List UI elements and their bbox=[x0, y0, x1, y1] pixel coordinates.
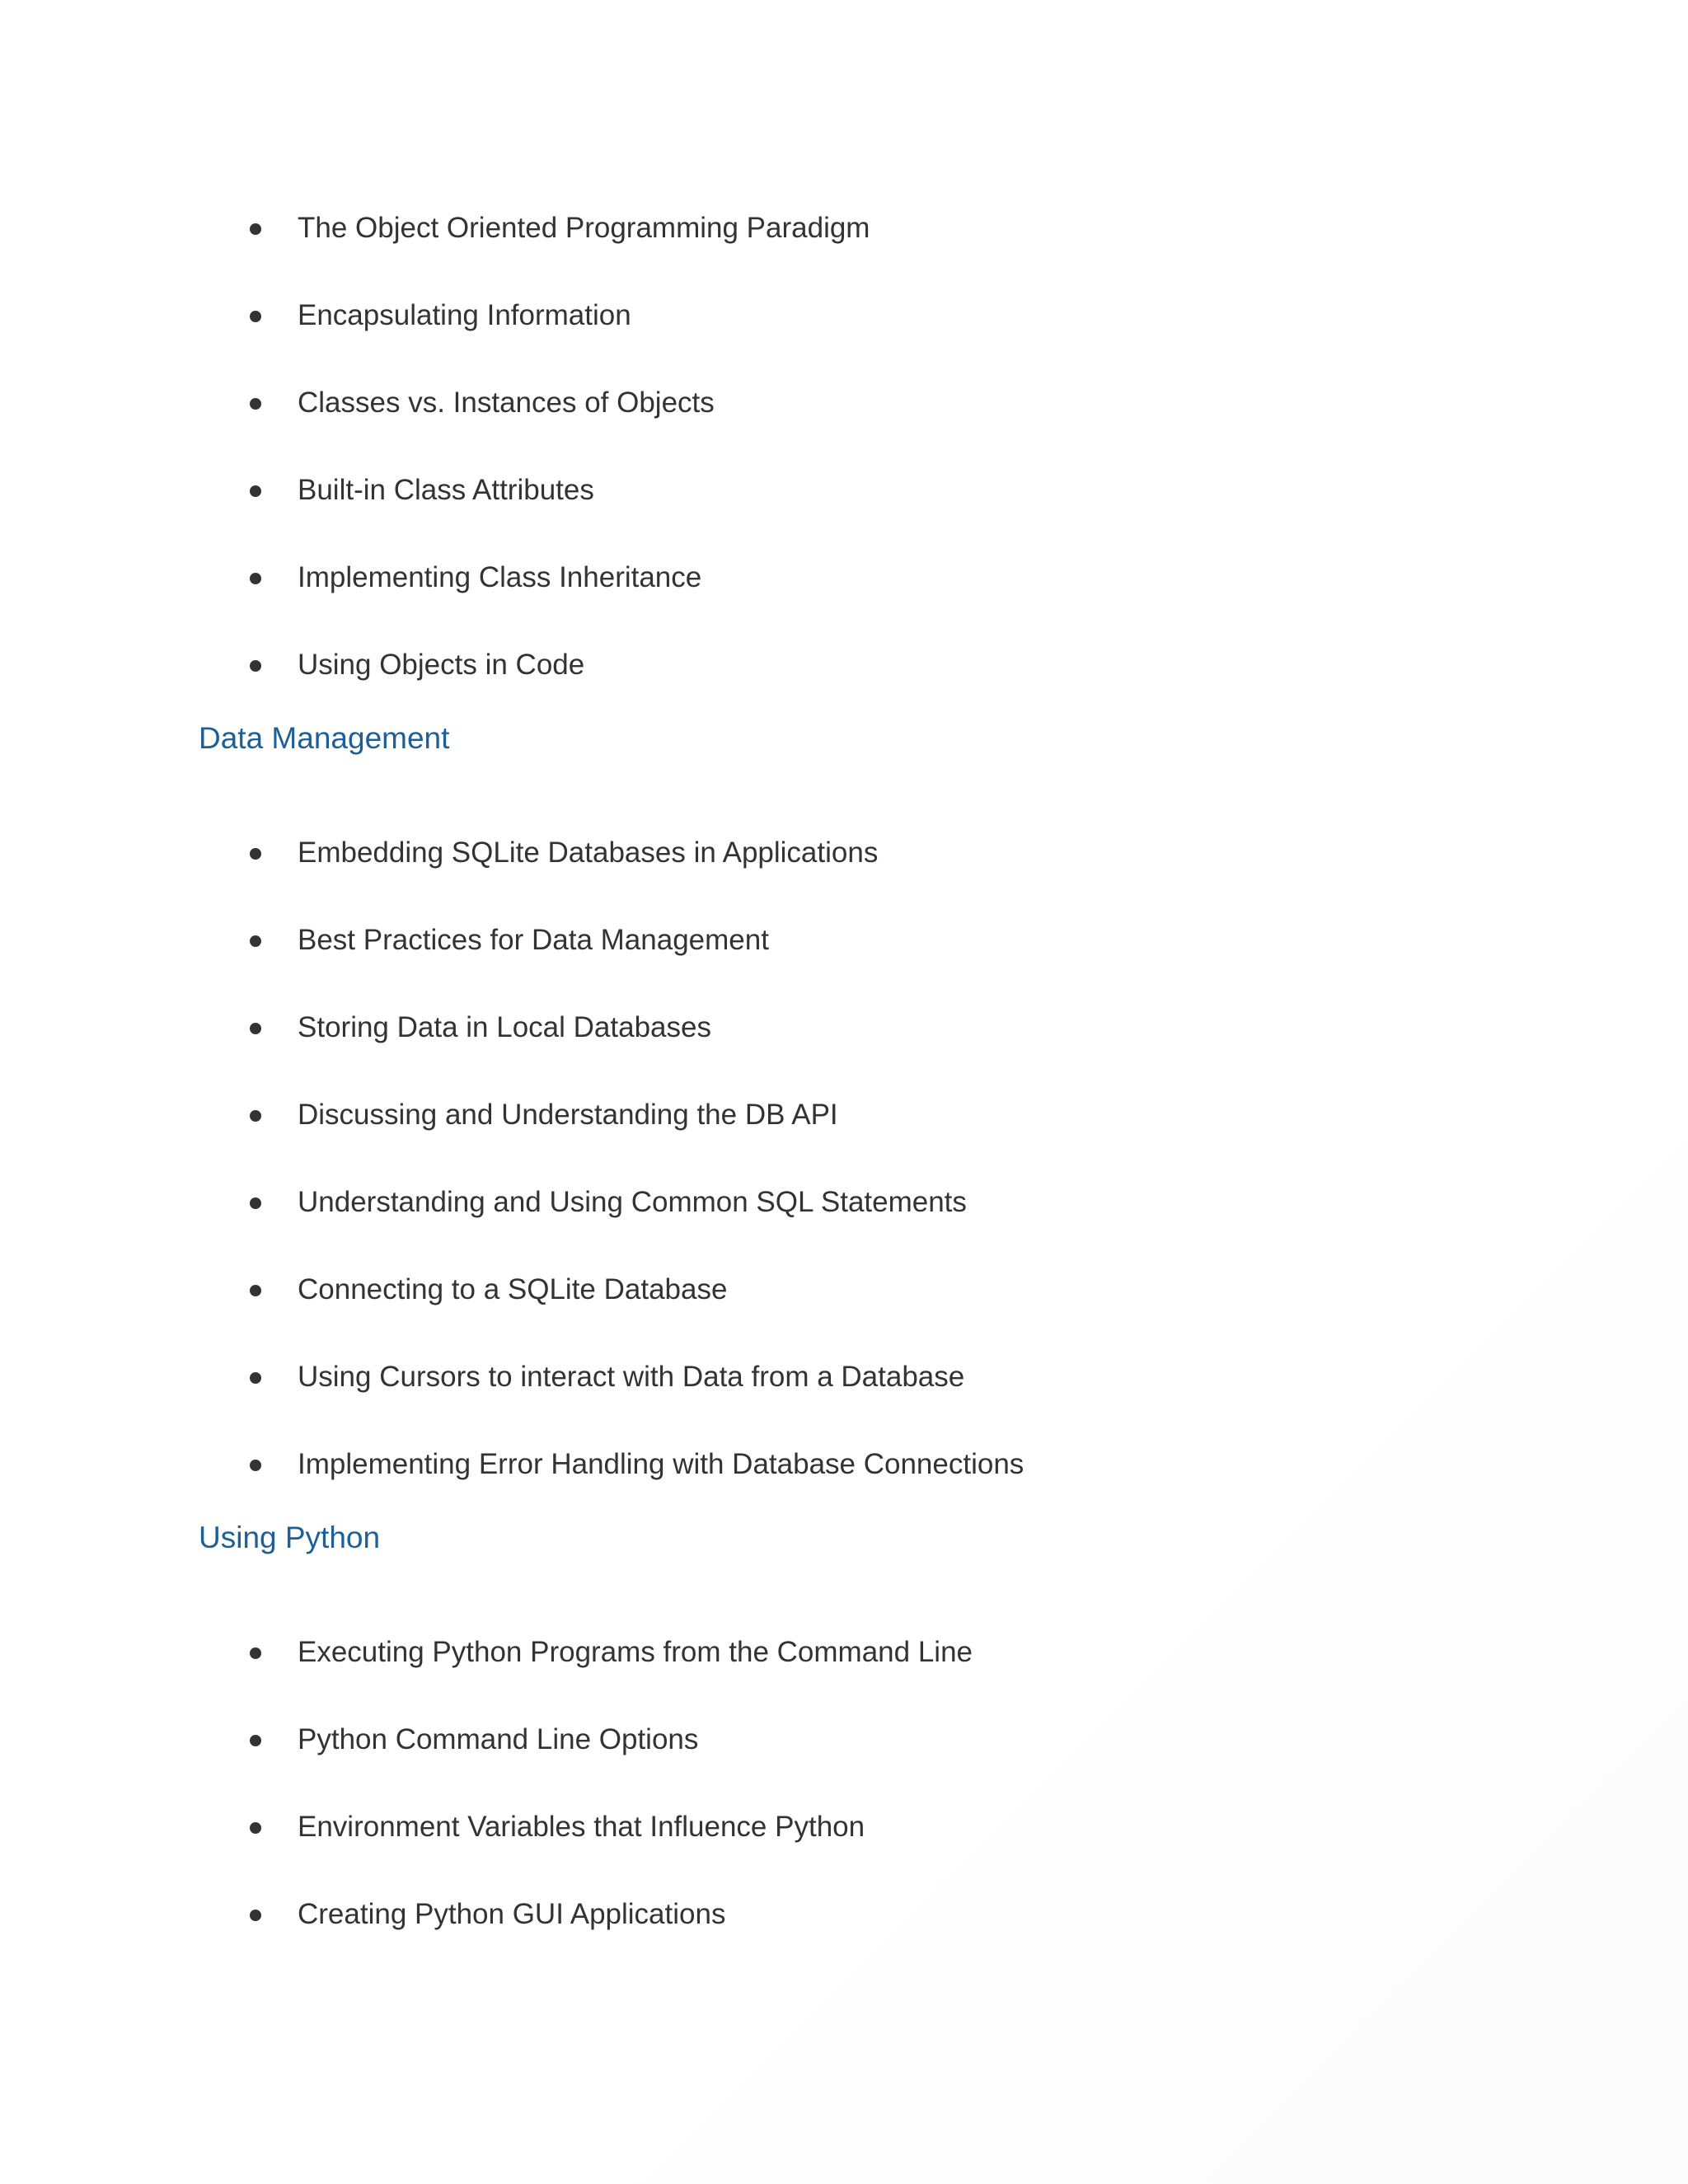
list-item-label: Classes vs. Instances of Objects bbox=[298, 387, 715, 419]
list-item-label: Understanding and Using Common SQL Statements bbox=[298, 1186, 967, 1218]
list-item-label: The Object Oriented Programming Paradigm bbox=[298, 212, 870, 244]
bullet-icon bbox=[250, 1460, 261, 1471]
list-item-label: Environment Variables that Influence Python bbox=[298, 1811, 865, 1843]
bullet-icon bbox=[250, 1023, 261, 1034]
list-item-label: Connecting to a SQLite Database bbox=[298, 1273, 728, 1305]
bullet-icon bbox=[250, 1110, 261, 1122]
bullet-icon bbox=[250, 485, 261, 497]
list-item bbox=[0, 385, 1688, 472]
list-item bbox=[0, 1634, 1688, 1722]
list-item-label: Using Cursors to interact with Data from a Database bbox=[298, 1361, 965, 1393]
list-item bbox=[0, 835, 1688, 922]
list-item bbox=[0, 1097, 1688, 1184]
bullet-icon bbox=[250, 1197, 261, 1209]
topic-list-using-python bbox=[0, 1634, 1688, 1984]
list-item-label: Creating Python GUI Applications bbox=[298, 1898, 726, 1930]
list-item bbox=[0, 298, 1688, 385]
list-item bbox=[0, 1722, 1688, 1809]
list-item-label: Implementing Class Inheritance bbox=[298, 561, 702, 593]
list-item-label: Discussing and Understanding the DB API bbox=[298, 1099, 838, 1131]
list-item-label: Executing Python Programs from the Command Line bbox=[298, 1636, 973, 1668]
section-using-python bbox=[0, 1522, 1688, 1984]
bullet-icon bbox=[250, 573, 261, 584]
list-item-label: Storing Data in Local Databases bbox=[298, 1011, 711, 1043]
bullet-icon bbox=[250, 1647, 261, 1659]
list-item bbox=[0, 922, 1688, 1010]
section-heading: Using Python bbox=[199, 1521, 381, 1554]
topic-list-oop bbox=[0, 210, 1688, 723]
bullet-icon bbox=[250, 660, 261, 672]
bullet-icon bbox=[250, 398, 261, 410]
list-item-label: Using Objects in Code bbox=[298, 649, 585, 681]
bullet-icon bbox=[250, 223, 261, 235]
list-item-label: Built-in Class Attributes bbox=[298, 474, 594, 506]
topic-list-data-management bbox=[0, 835, 1688, 1522]
list-item bbox=[0, 560, 1688, 647]
section-oop bbox=[0, 0, 1688, 723]
bullet-icon bbox=[250, 1822, 261, 1834]
section-data-management bbox=[0, 723, 1688, 1522]
list-item-label: Best Practices for Data Management bbox=[298, 924, 769, 956]
list-item bbox=[0, 1809, 1688, 1896]
list-item-label: Encapsulating Information bbox=[298, 299, 631, 331]
list-item bbox=[0, 472, 1688, 560]
list-item bbox=[0, 1896, 1688, 1984]
list-item-label: Implementing Error Handling with Database Connections bbox=[298, 1448, 1025, 1480]
list-item bbox=[0, 1272, 1688, 1359]
bullet-icon bbox=[250, 935, 261, 947]
bullet-icon bbox=[250, 1910, 261, 1921]
list-item bbox=[0, 1184, 1688, 1272]
bullet-icon bbox=[250, 1372, 261, 1384]
list-item bbox=[0, 1010, 1688, 1097]
list-item bbox=[0, 647, 1688, 723]
list-item bbox=[0, 210, 1688, 298]
bullet-icon bbox=[250, 848, 261, 860]
bullet-icon bbox=[250, 1735, 261, 1746]
list-item-label: Embedding SQLite Databases in Applications bbox=[298, 837, 879, 869]
list-item bbox=[0, 1446, 1688, 1522]
bullet-icon bbox=[250, 1285, 261, 1296]
section-heading: Data Management bbox=[199, 721, 450, 755]
bullet-icon bbox=[250, 311, 261, 322]
list-item bbox=[0, 1359, 1688, 1446]
list-item-label: Python Command Line Options bbox=[298, 1723, 699, 1755]
